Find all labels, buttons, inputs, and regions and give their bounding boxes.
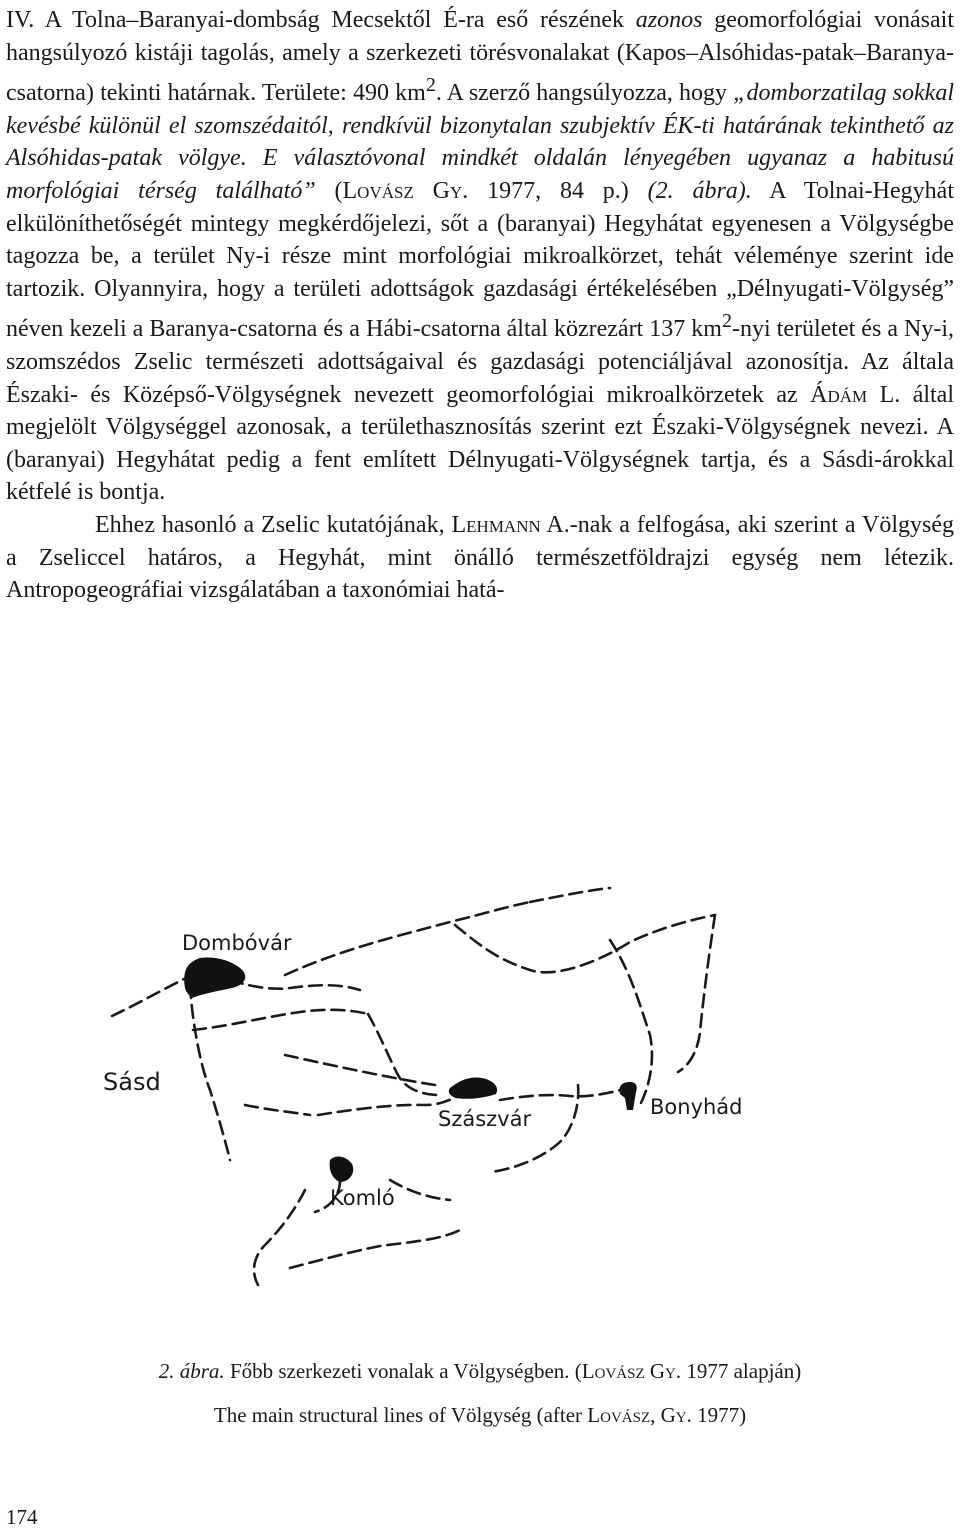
structural-lines-map [90, 860, 790, 1340]
structural-line [390, 1180, 450, 1200]
structural-line [500, 1086, 635, 1100]
figure-caption-hungarian [0, 1358, 960, 1384]
text-span: . 1977) [686, 1403, 747, 1427]
dombovar-town-shape [184, 957, 245, 998]
map-svg [90, 860, 790, 1340]
text-span: . A szerző hangsúlyozza, hogy [435, 80, 734, 107]
szaszvar-town-shape [449, 1077, 497, 1098]
text-span: . 1977, 84 p.) [462, 177, 648, 204]
text-span: geomorfológiai vonásait hangsúlyozó kistáji tagolás, amely a szerkezeti törésvonalakat (Kapos–Alsóhidas-patak–Baranya-csatorna) tekinti határnak. Területe: 490 km [6, 7, 955, 107]
text-span: Ehhez hasonló a Zselic kutatójának, [95, 511, 452, 538]
author-name: Lovász Gy [342, 177, 463, 204]
structural-line [285, 1055, 435, 1085]
structural-line [190, 985, 230, 1160]
figure-reference: (2. ábra). [647, 177, 752, 204]
text-span: . 1977 alapján) [675, 1359, 802, 1383]
author-name: Lovász Gy [581, 1359, 676, 1383]
structural-line [230, 980, 360, 990]
superscript: 2 [425, 74, 436, 97]
structural-line [285, 902, 530, 975]
map-label-szaszvar: Szászvár [438, 1107, 532, 1131]
structural-line [530, 888, 610, 902]
superscript: 2 [721, 310, 732, 333]
map-label-komlo: Komló [330, 1186, 395, 1210]
structural-line [678, 915, 715, 1072]
text-span: ( [315, 177, 343, 204]
text-span: The main structural lines of Völgység (after [213, 1403, 588, 1427]
structural-line [245, 1105, 310, 1115]
body-text [6, 4, 954, 607]
map-label-dombovar: Dombóvár [182, 931, 292, 955]
komlo-town-shape [330, 1157, 354, 1182]
structural-line [610, 940, 652, 1105]
figure-caption-english [0, 1402, 960, 1428]
map-label-sasd: Sásd [103, 1068, 161, 1096]
figure-number: 2. ábra. [158, 1359, 225, 1383]
quotation: „domborzatilag sokkal kevésbé különül el szomszédaitól, rendkívül bizonytalan szubjektív ÉK-ti határának tekinthető az Alsóhidas-patak völgye. E választóvonal mindkét oldalán lényegében ugyanaz a habitusú morfológiai térség található” [6, 80, 954, 204]
page-number: 174 [6, 1505, 38, 1529]
text-span: Főbb szerkezeti vonalak a Völgységben. ( [224, 1359, 582, 1383]
author-name: Ádám L [810, 381, 895, 408]
structural-line [254, 1190, 305, 1285]
map-label-bonyhad: Bonyhád [650, 1095, 743, 1119]
text-span: . által megjelölt Völgységgel azonosak, a területhasznosítás szerint ezt Északi-Völgységnek nevezi. A (baranyai) Hegyhátat pedig a fent említett Délnyugati-Völgységnek tartja, és a Sásdi-árokkal kétfelé is bontja. [6, 381, 954, 506]
structural-line [455, 915, 715, 972]
structural-line [193, 1010, 368, 1030]
author-name: Lehmann A [451, 511, 564, 538]
emphasis: azonos [635, 7, 703, 33]
text-span: A Tolnai-Hegyhát elkülöníthetőségét mintegy megkérdőjelezi, sőt a (baranyai) Hegyhátat egyenesen a Völgységbe tagozza be, a terület Ny-i része mint morfológiai mikroalkörzet, tehát véleménye szerint ide tartozik. Olyannyira, hogy a területi adottságok gazdasági értékelésében „Délnyugati-Völgység” néven kezeli a Baranya-csatorna és a Hábi-csatorna által közrezárt 137 km [6, 177, 954, 343]
paragraph-2 [6, 509, 954, 607]
text-span: IV. A Tolna–Baranyai-dombság Mecsektől É-ra eső részének [6, 7, 636, 33]
author-name: Lovász, Gy [587, 1403, 687, 1427]
text-span: .-nak a felfogása, aki szerint a Völgység a Zseliccel határos, a Hegyhát, mint önálló természetföldrajzi egység nem létezik. Antropogeográfiai vizsgálatában a taxonómiai hatá- [6, 511, 954, 604]
structural-line [290, 1230, 460, 1268]
text-span: -nyi területet és a Ny-i, szomszédos Zselic természeti adottságaival és gazdasági potenciáljával azonosítja. Az általa Északi- és Középső-Völgységnek nevezett geomorfológiai mikroalkörzetek az [6, 316, 954, 408]
bonyhad-town-shape [619, 1082, 636, 1110]
paragraph-1 [6, 4, 954, 509]
